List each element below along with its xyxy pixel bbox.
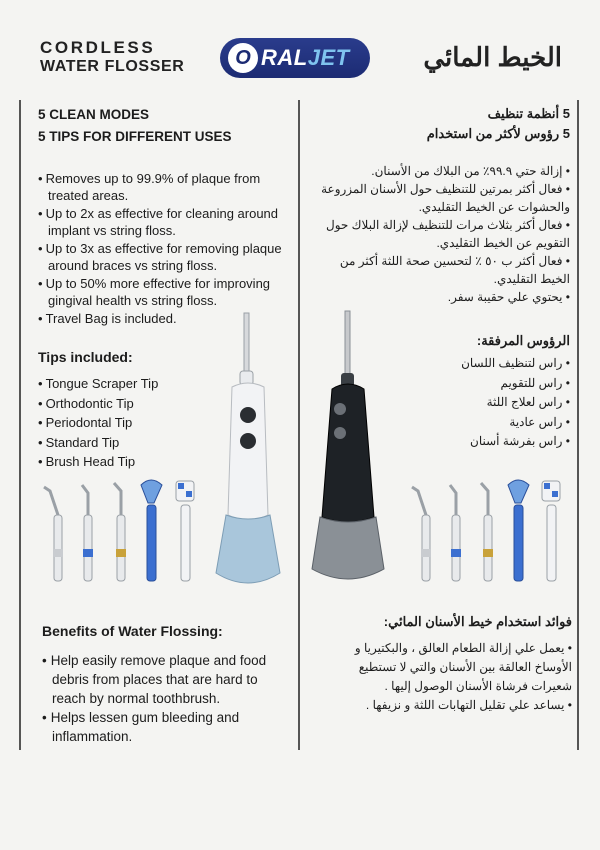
tip-item: • Brush Head Tip xyxy=(38,452,288,472)
brush-head-tip-icon xyxy=(176,481,194,581)
logo-mark: O xyxy=(228,43,258,73)
benefits-list-arabic xyxy=(318,639,572,715)
orthodontic-tip-icon-right xyxy=(450,485,461,581)
benefits-title-arabic: فوائد استخدام خيط الأسنان المائي: xyxy=(383,614,572,629)
clean-modes-heading: 5 CLEAN MODES xyxy=(38,107,150,122)
tip-item: • Standard Tip xyxy=(38,433,288,453)
feature-item: • Removes up to 99.9% of plaque from treated areas. xyxy=(38,170,288,204)
left-border xyxy=(19,100,21,750)
black-device-icon xyxy=(312,311,384,579)
tip-item-arabic: • راس للتقويم xyxy=(312,374,570,394)
feature-item-arabic: • فعال أكثر ب ٥٠ ٪ لتحسين صحة اللثة أكثر من الخيط التقليدي. xyxy=(312,252,570,288)
feature-item-arabic: • فعال أكثر بثلاث مرات للتنظيف لإزالة البلاك حول التقويم عن الخيط التقليدي. xyxy=(312,216,570,252)
tips-title-english: Tips included: xyxy=(38,349,133,365)
tongue-scraper-tip-icon xyxy=(44,487,63,581)
black-flosser-illustration xyxy=(304,305,572,595)
standard-tip-icon-right xyxy=(508,480,529,581)
periodontal-tip-icon-right xyxy=(481,483,493,581)
oraljet-logo xyxy=(220,38,370,78)
tip-item-arabic: • راس عادية xyxy=(312,413,570,433)
feature-item: • Up to 50% more effective for improving gingival health vs string floss. xyxy=(38,275,288,309)
right-border xyxy=(577,100,579,750)
benefit-item: • Helps lessen gum bleeding and inflammation. xyxy=(42,708,282,746)
brand-english xyxy=(40,38,184,76)
tip-item-arabic: • راس بفرشة أسنان xyxy=(312,432,570,452)
logo-word xyxy=(261,45,350,71)
features-list-arabic xyxy=(312,162,570,306)
tip-item-arabic: • راس لعلاج اللثة xyxy=(312,393,570,413)
benefits-title-english: Benefits of Water Flossing: xyxy=(42,623,223,639)
tip-item: • Orthodontic Tip xyxy=(38,394,288,414)
tips-uses-heading: 5 TIPS FOR DIFFERENT USES xyxy=(38,129,232,144)
benefits-arabic xyxy=(318,612,572,715)
clean-modes-heading-arabic: 5 أنظمة تنظيف xyxy=(487,106,570,121)
feature-item: • Up to 3x as effective for removing plaque around braces vs string floss. xyxy=(38,240,288,274)
feature-item-arabic: • فعال أكثر بمرتين للتنظيف حول الأسنان المزروعة والحشوات عن الخيط التقليدي. xyxy=(312,180,570,216)
benefit-item-arabic: • يساعد علي تقليل التهابات اللثة و نزيفها . xyxy=(318,696,572,715)
benefit-item: • Help easily remove plaque and food debris from places that are hard to reach by normal toothbrush. xyxy=(42,651,282,708)
white-flosser-illustration xyxy=(36,305,292,595)
feature-item: • Travel Bag is included. xyxy=(38,310,288,327)
brush-head-tip-icon-right xyxy=(542,481,560,581)
tongue-scraper-tip-icon-right xyxy=(412,487,431,581)
feature-item-arabic: • يحتوي علي حقيبة سفر. xyxy=(312,288,570,306)
brand-arabic: الخيط المائي xyxy=(423,42,562,72)
modes-english xyxy=(38,104,288,148)
benefits-english xyxy=(42,622,282,746)
tip-item: • Periodontal Tip xyxy=(38,413,288,433)
tip-item-arabic: • راس لتنظيف اللسان xyxy=(312,354,570,374)
logo-word-a: RAL xyxy=(261,45,308,70)
tips-uses-heading-arabic: 5 رؤوس لأكثر من استخدام xyxy=(426,126,570,141)
logo-word-b: JET xyxy=(307,45,350,70)
benefit-item-arabic: • يعمل علي إزالة الطعام العالق ، والبكتيريا و الأوساخ العالقة بين الأسنان والتي لا تستطيع شعيرات فرشاة الأسنان الوصول إليها . xyxy=(318,639,572,696)
white-device-icon xyxy=(216,313,280,583)
modes-arabic xyxy=(312,104,570,144)
feature-item-arabic: • إزالة حتي ٩٩.٩٪ من البلاك من الأسنان. xyxy=(312,162,570,180)
feature-item: • Up to 2x as effective for cleaning around implant vs string floss. xyxy=(38,205,288,239)
standard-tip-icon xyxy=(141,480,162,581)
features-list-english xyxy=(38,170,288,327)
center-divider xyxy=(298,100,300,750)
brand-line-2: WATER FLOSSER xyxy=(40,58,185,75)
periodontal-tip-icon xyxy=(114,483,126,581)
tips-title-arabic: الرؤوس المرفقة: xyxy=(476,333,570,348)
brand-line-1: CORDLESS xyxy=(40,38,156,57)
orthodontic-tip-icon xyxy=(82,485,93,581)
tip-item: • Tongue Scraper Tip xyxy=(38,374,288,394)
benefits-list-english xyxy=(42,651,282,746)
